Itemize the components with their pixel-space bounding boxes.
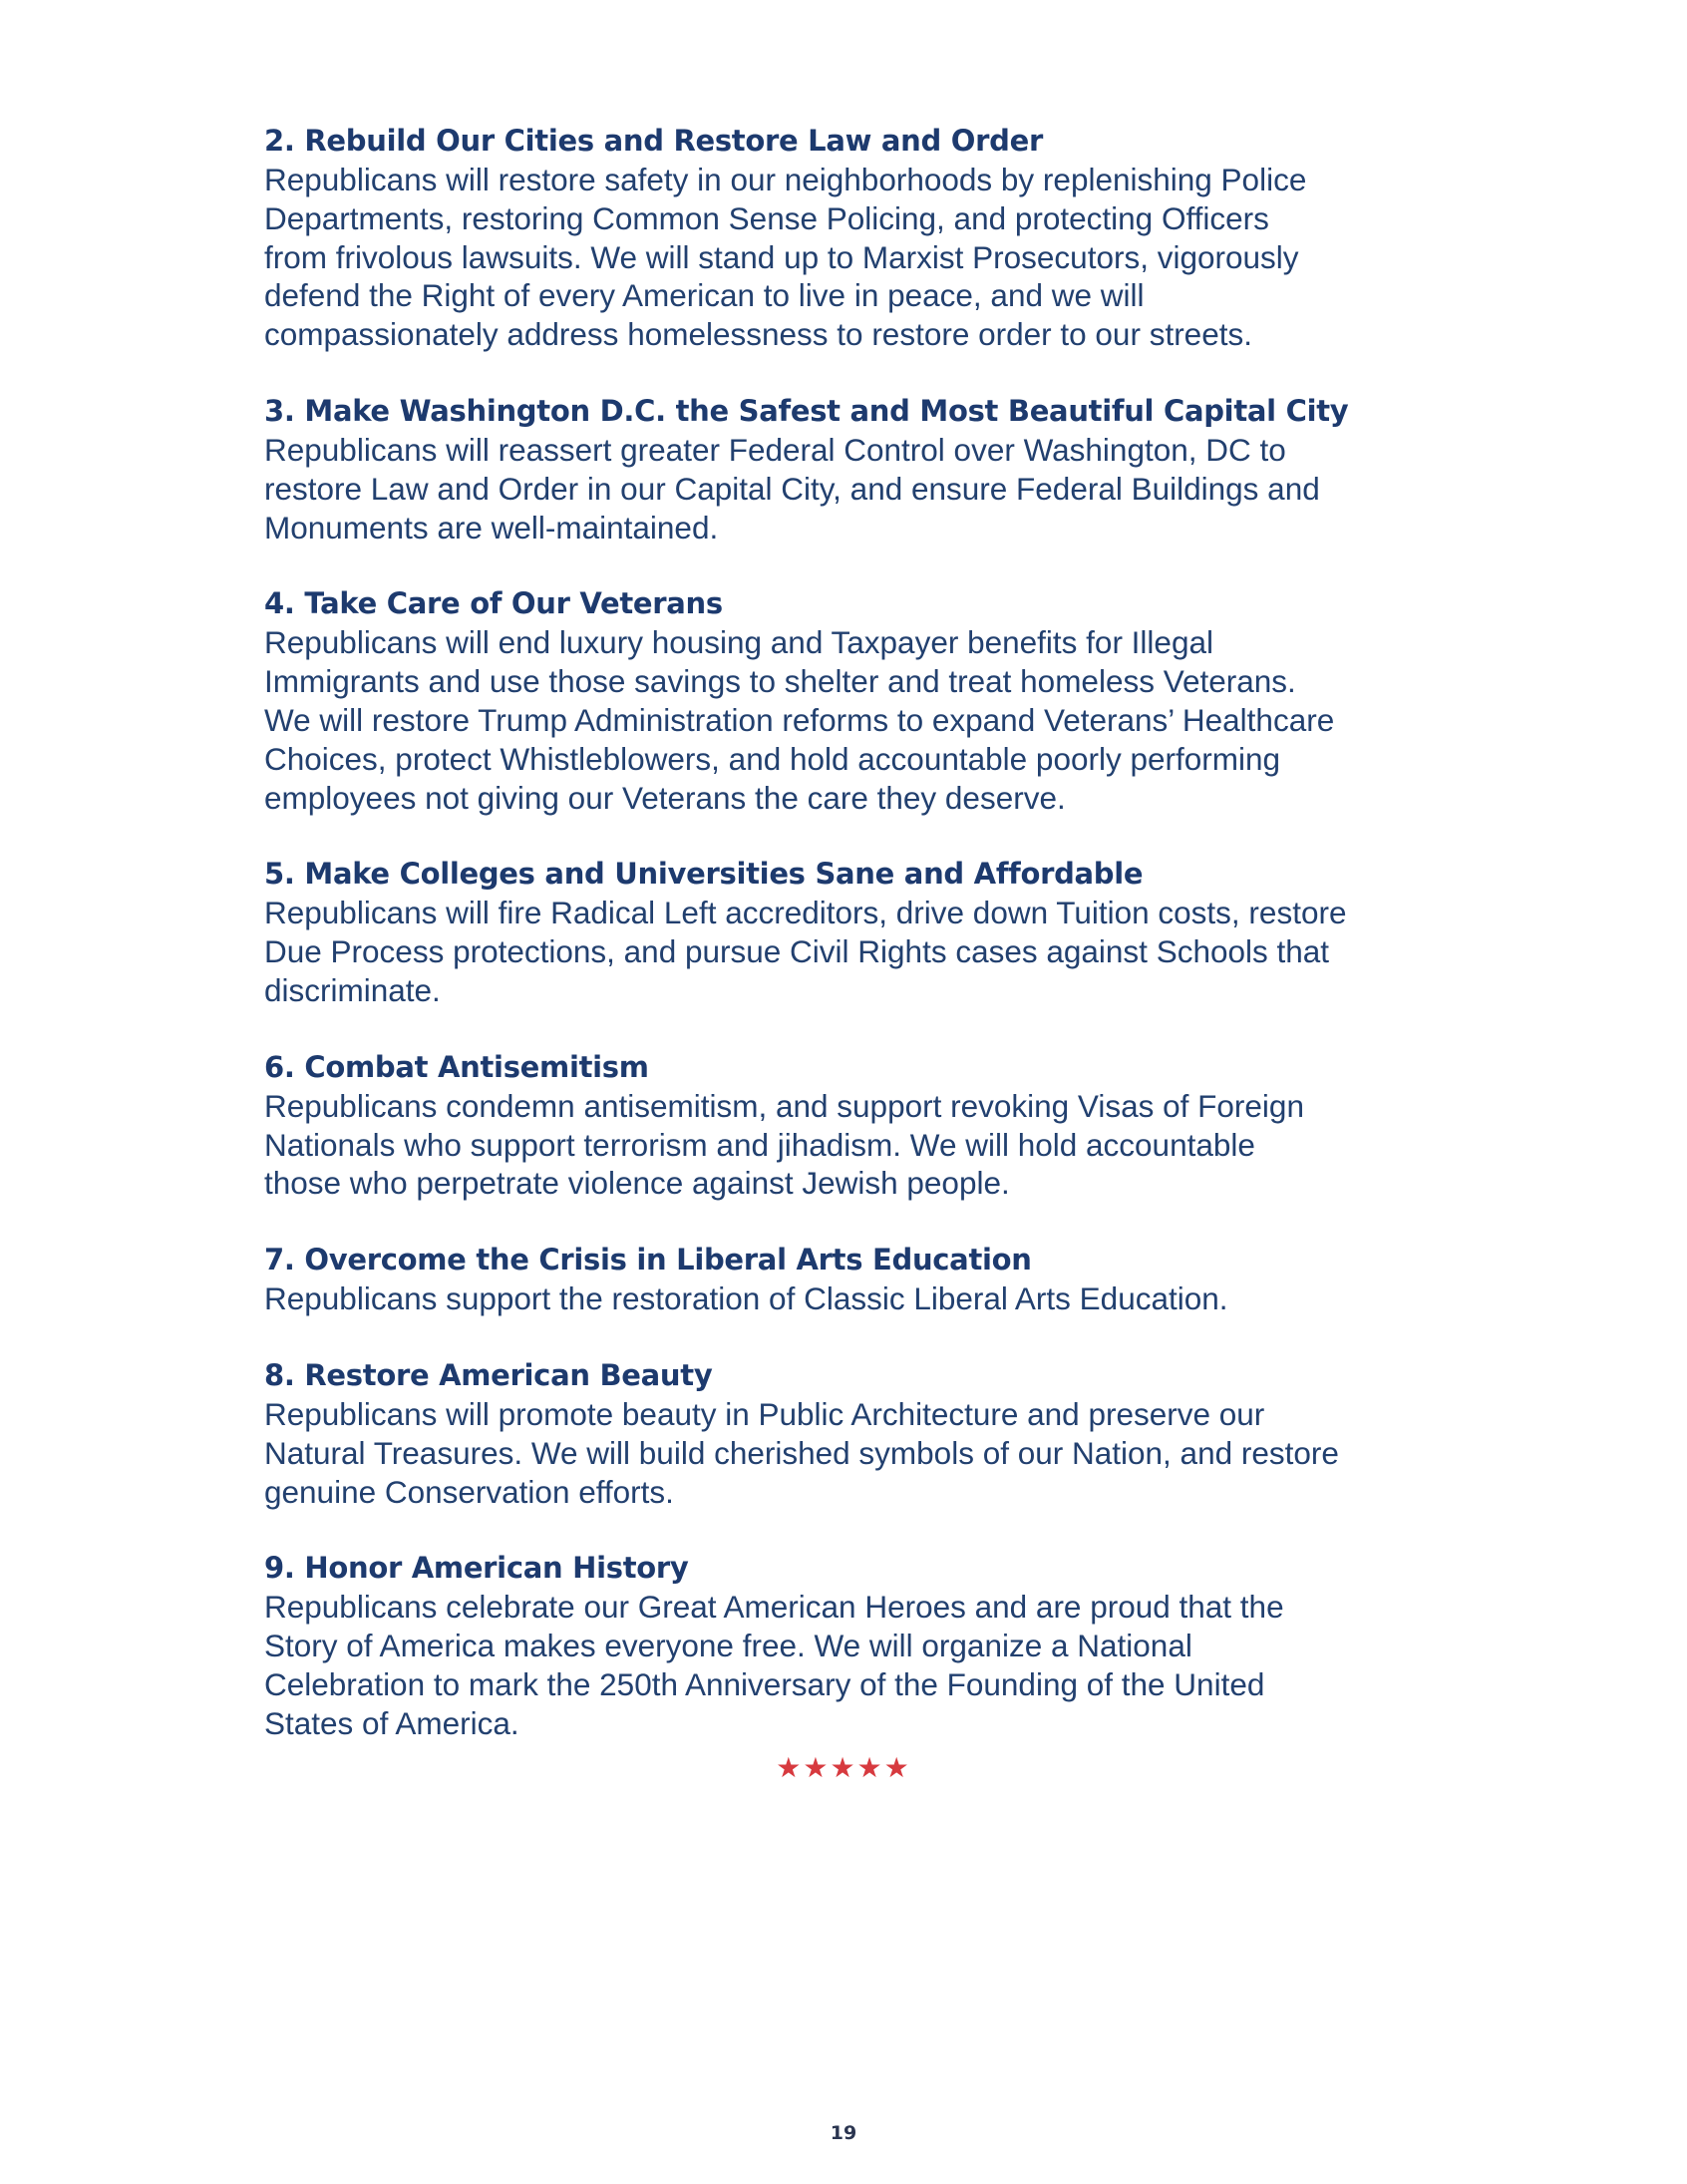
section-spacer: [264, 1203, 1491, 1241]
section-spacer: [264, 817, 1491, 855]
policy-section: [264, 122, 1491, 354]
section-spacer: [264, 1318, 1491, 1356]
section-body-line: Story of America makes everyone free. We will organize a National: [264, 1628, 1192, 1664]
section-body-line: restore Law and Order in our Capital City, and ensure Federal Buildings and: [264, 470, 1320, 507]
section-body-line: Republicans condemn antisemitism, and support revoking Visas of Foreign: [264, 1087, 1304, 1124]
section-body-line: Natural Treasures. We will build cherished symbols of our Nation, and restore: [264, 1434, 1339, 1471]
section-heading: 9. Honor American History: [264, 1551, 689, 1586]
section-body-line: We will restore Trump Administration reforms to expand Veterans’ Healthcare: [264, 701, 1335, 738]
page-number: 19: [830, 2122, 857, 2144]
section-spacer: [264, 354, 1491, 392]
section-body-line: Republicans will restore safety in our neighborhoods by replenishing Police: [264, 162, 1307, 197]
section-body-line: Republicans support the restoration of Classic Liberal Arts Education.: [264, 1280, 1228, 1317]
section-body-line: Departments, restoring Common Sense Policing, and protecting Officers: [264, 199, 1269, 236]
section-body-line: those who perpetrate violence against Jewish people.: [264, 1165, 1010, 1202]
section-heading: 8. Restore American Beauty: [264, 1357, 713, 1392]
section-body-line: employees not giving our Veterans the care they deserve.: [264, 779, 1066, 816]
section-spacer: [264, 546, 1491, 584]
section-spacer: [264, 1511, 1491, 1549]
policy-section: [264, 1241, 1491, 1318]
section-heading: 5. Make Colleges and Universities Sane and Affordable: [264, 857, 1144, 892]
section-body-line: States of America.: [264, 1704, 519, 1741]
section-body-line: Nationals who support terrorism and jihadism. We will hold accountable: [264, 1126, 1255, 1163]
section-body-line: Due Process protections, and pursue Civil Rights cases against Schools that: [264, 933, 1330, 970]
policy-section: [264, 1048, 1491, 1203]
section-heading: 4. Take Care of Our Veterans: [264, 586, 723, 621]
section-spacer: [264, 1010, 1491, 1048]
section-heading: 6. Combat Antisemitism: [264, 1049, 649, 1084]
policy-section: [264, 392, 1491, 546]
section-body-line: genuine Conservation efforts.: [264, 1473, 674, 1510]
policy-section: [264, 855, 1491, 1009]
section-body-line: Republicans will end luxury housing and Taxpayer benefits for Illegal: [264, 624, 1213, 661]
policy-section: [264, 1549, 1491, 1742]
star-divider: ★★★★★: [776, 1751, 911, 1784]
section-body-line: Celebration to mark the 250th Anniversary of the Founding of the United: [264, 1665, 1265, 1702]
section-body-line: defend the Right of every American to live in peace, and we will: [264, 277, 1145, 314]
policy-section: [264, 1356, 1491, 1511]
section-body-line: Immigrants and use those savings to shelter and treat homeless Veterans.: [264, 663, 1296, 700]
section-heading: 7. Overcome the Crisis in Liberal Arts Education: [264, 1243, 1032, 1277]
section-body-line: Republicans will reassert greater Federal Control over Washington, DC to: [264, 431, 1286, 468]
section-body-line: Republicans celebrate our Great American Heroes and are proud that the: [264, 1589, 1284, 1626]
section-body-line: Republicans will promote beauty in Public Architecture and preserve our: [264, 1395, 1265, 1432]
section-body-line: from frivolous lawsuits. We will stand up to Marxist Prosecutors, vigorously: [264, 238, 1299, 275]
section-heading: 3. Make Washington D.C. the Safest and Most Beautiful Capital City: [264, 393, 1349, 428]
section-body-line: Republicans will fire Radical Left accreditors, drive down Tuition costs, restore: [264, 895, 1347, 931]
section-body-line: Monuments are well-maintained.: [264, 509, 719, 546]
section-body-line: compassionately address homelessness to restore order to our streets.: [264, 316, 1252, 353]
document-content: [264, 122, 1491, 1743]
section-body-line: Choices, protect Whistleblowers, and hold accountable poorly performing: [264, 740, 1281, 777]
section-body-line: discriminate.: [264, 971, 441, 1008]
policy-section: [264, 584, 1491, 817]
section-heading: 2. Rebuild Our Cities and Restore Law and Order: [264, 124, 1043, 158]
